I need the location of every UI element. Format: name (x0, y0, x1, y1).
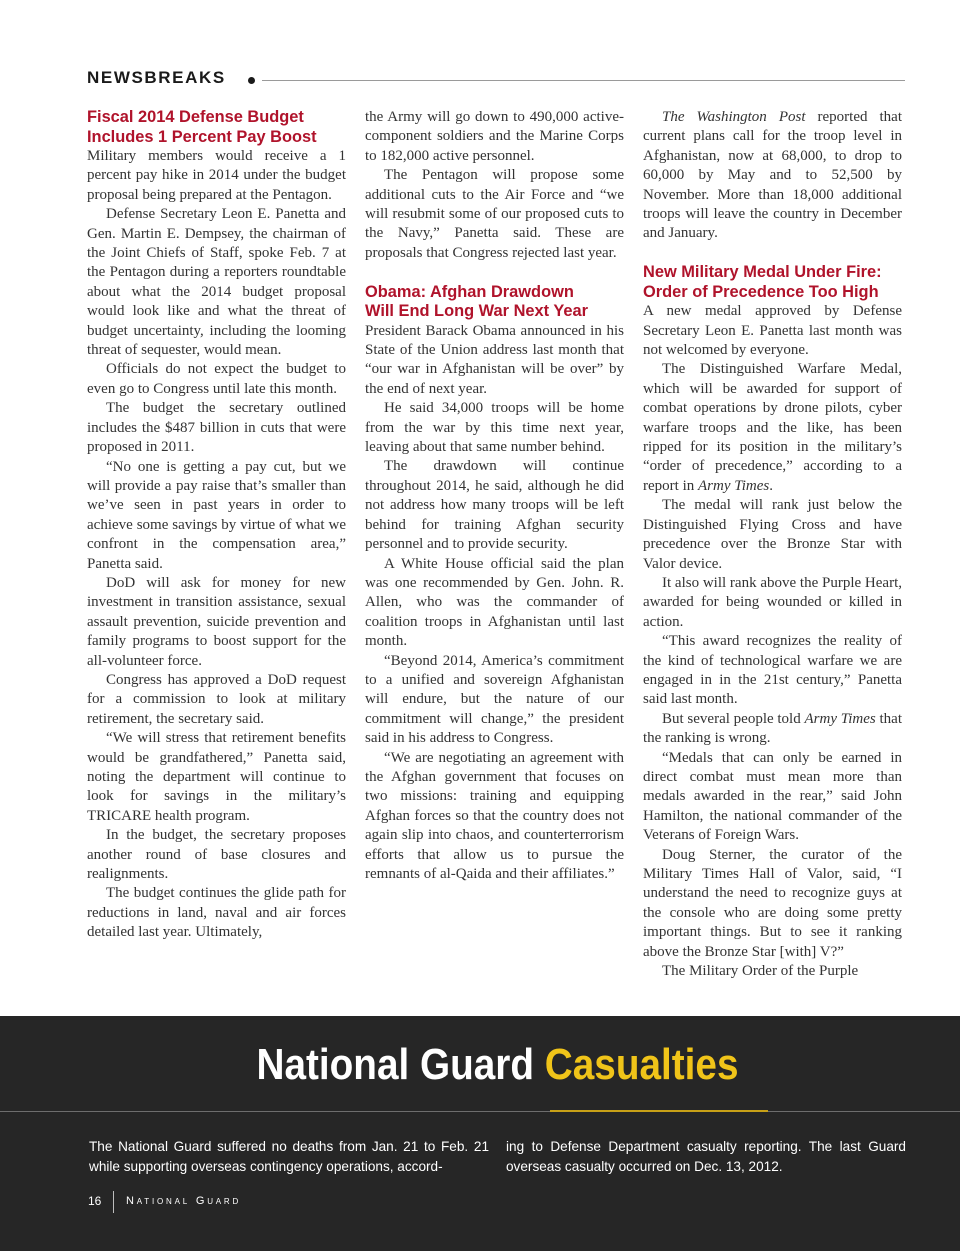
banner-title (60, 1040, 936, 1090)
paragraph: President Barack Obama announced in his State of the Union address last month that “our war in Afghanistan will be over” by the end of next year. (365, 322, 624, 397)
paragraph: The drawdown will continue throughout 2014, he said, although he did not address how many troops will be left behind for training Afghan security personnel and to provide security. (365, 458, 624, 553)
paragraph: “No one is getting a pay cut, but we will provide a pay raise that’s smaller than we’ve seen in past years in order to achieve some savings by virtue of what we confront in the compensation area,” Panetta said. (87, 458, 346, 572)
footer-divider (113, 1191, 114, 1213)
banner-text-right: ing to Defense Department casualty reporting. The last Guard overseas casualty occurred on Dec. 13, 2012. (506, 1139, 906, 1174)
section-header (87, 68, 905, 94)
paragraph: He said 34,000 troops will be home from the war by this time next year, leaving about that same number behind. (365, 400, 624, 456)
article-1-headline (87, 108, 346, 147)
paragraph-text: reported that current plans call for the troop level in Afghanistan, now at 68,000, to drop to 60,000 by May and to 52,500 by November. More than 18,000 additional troops will leave the country in December and January. (643, 109, 902, 242)
article-3-headline (643, 263, 902, 302)
article-2-headline (365, 283, 624, 322)
paragraph: The Military Order of the Purple (662, 963, 859, 980)
paragraph: Defense Secretary Leon E. Panetta and Gen. Martin E. Dempsey, the chairman of the Joint Chiefs of Staff, spoke Feb. 7 at the Pentagon during a reporters roundtable about what the 2014 budget proposal would look like and what the threat of budget uncertainty, including the looming threat of sequester, would mean. (87, 206, 346, 359)
paragraph: DoD will ask for money for new investment in transition assistance, sexual assault prevention, suicide prevention and family programs to boost support for the all-volunteer force. (87, 574, 346, 669)
paragraph-text: But several people told (662, 710, 805, 727)
paragraph (643, 710, 902, 749)
paragraph: Military members would receive a 1 percent pay hike in 2014 under the budget proposal being prepared at the Pentagon. (87, 148, 346, 203)
paragraph: “We are negotiating an agreement with the Afghan government that focuses on two missions: training and equipping Afghan forces so that the country does not again slip into chaos, and counterterrorism efforts that allow us to pursue the remnants of al-Qaida and their affiliates.” (365, 749, 624, 883)
paragraph: It also will rank above the Purple Heart, awarded for being wounded or killed in action. (643, 574, 902, 630)
publication-name: Army Times (697, 477, 770, 494)
paragraph: The budget continues the glide path for reductions in land, naval and air forces detailed last year. Ultimately, (87, 885, 346, 941)
banner-accent-line (550, 1110, 768, 1112)
headline-line-1: Obama: Afghan Drawdown (365, 282, 574, 301)
headline-line-2: Will End Long War Next Year (365, 302, 588, 321)
banner-title-main: National Guard (256, 1040, 545, 1089)
paragraph: “We will stress that retirement benefits would be grandfathered,” Panetta said, noting the department will continue to look for savings in the military’s TRICARE health program. (87, 730, 346, 824)
banner-text-left: The National Guard suffered no deaths from Jan. 21 to Feb. 21 while supporting overseas contingency operations, accord- (89, 1139, 489, 1174)
headline-line-2: Order of Precedence Too High (643, 282, 879, 301)
paragraph (643, 360, 902, 496)
header-rule (262, 80, 905, 81)
paragraph-text: The Distinguished Warfare Medal, which will be awarded for support of combat operations by drone pilots, cyber warfare troops and the like, has been ripped for its position in the military’s “order of precedence,” according to a report in (643, 361, 902, 494)
paragraph: “Beyond 2014, America’s commitment to a unified and sovereign Afghanistan will endure, but the nature of our commitment will change,” the president said in his address to Congress. (365, 652, 624, 747)
paragraph: A new medal approved by Defense Secretary Leon E. Panetta last month was not welcomed by everyone. (643, 303, 902, 359)
paragraph: “Medals that can only be earned in direct combat must mean more than medals awarded in the rear,” said John Hamilton, the national commander of the Veterans of Foreign Wars. (643, 749, 902, 844)
paragraph: the Army will go down to 490,000 active-component soldiers and the Marine Corps to 182,000 active personnel. (365, 109, 624, 164)
headline-line-2: Includes 1 Percent Pay Boost (87, 127, 317, 146)
bullet-dot-icon (248, 77, 255, 84)
column-2 (365, 108, 624, 1008)
paragraph: “This award recognizes the reality of the kind of technological warfare we are engaged in in the 21st century,” Panetta said last month. (643, 633, 902, 708)
paragraph-text: . (769, 477, 773, 494)
banner-title-highlight: Casualties (544, 1040, 739, 1089)
paragraph-text: that the ranking is wrong. (643, 710, 902, 747)
paragraph: The Pentagon will propose some additional cuts to the Air Force and “we will resubmit some of our proposed cuts to the Navy,” Panetta said. These are proposals that Congress rejected last year. (365, 167, 624, 261)
paragraph: Congress has approved a DoD request for a commission to look at military retirement, the secretary said. (87, 671, 346, 727)
paragraph: In the budget, the secretary proposes another round of base closures and realignments. (87, 827, 346, 883)
section-title: NEWSBREAKS (87, 68, 226, 87)
paragraph: The budget the secretary outlined includes the $487 billion in cuts that were proposed in 2011. (87, 400, 346, 456)
banner-divider (0, 1111, 960, 1112)
headline-line-1: New Military Medal Under Fire: (643, 263, 882, 282)
headline-line-1: Fiscal 2014 Defense Budget (87, 108, 304, 126)
paragraph: A White House official said the plan was one recommended by Gen. John. R. Allen, who was the commander of coalition troops in Afghanistan until last month. (365, 555, 624, 650)
publication-name: Army Times (804, 710, 876, 727)
column-1 (87, 108, 346, 1008)
paragraph (643, 108, 902, 244)
magazine-name: National Guard (126, 1195, 242, 1207)
paragraph: The medal will rank just below the Distinguished Flying Cross and have precedence over the Bronze Star with Valor device. (643, 497, 902, 572)
page-number: 16 (88, 1194, 102, 1208)
paragraph: Officials do not expect the budget to even go to Congress until late this month. (87, 361, 346, 397)
column-3 (643, 108, 902, 1008)
publication-name: The Washington Post (662, 109, 806, 125)
paragraph: Doug Sterner, the curator of the Military Times Hall of Valor, said, “I understand the need to recognize guys at the console who are doing some pretty important things. But to see it ranking above the Bronze Star [with] V?” (643, 846, 902, 960)
